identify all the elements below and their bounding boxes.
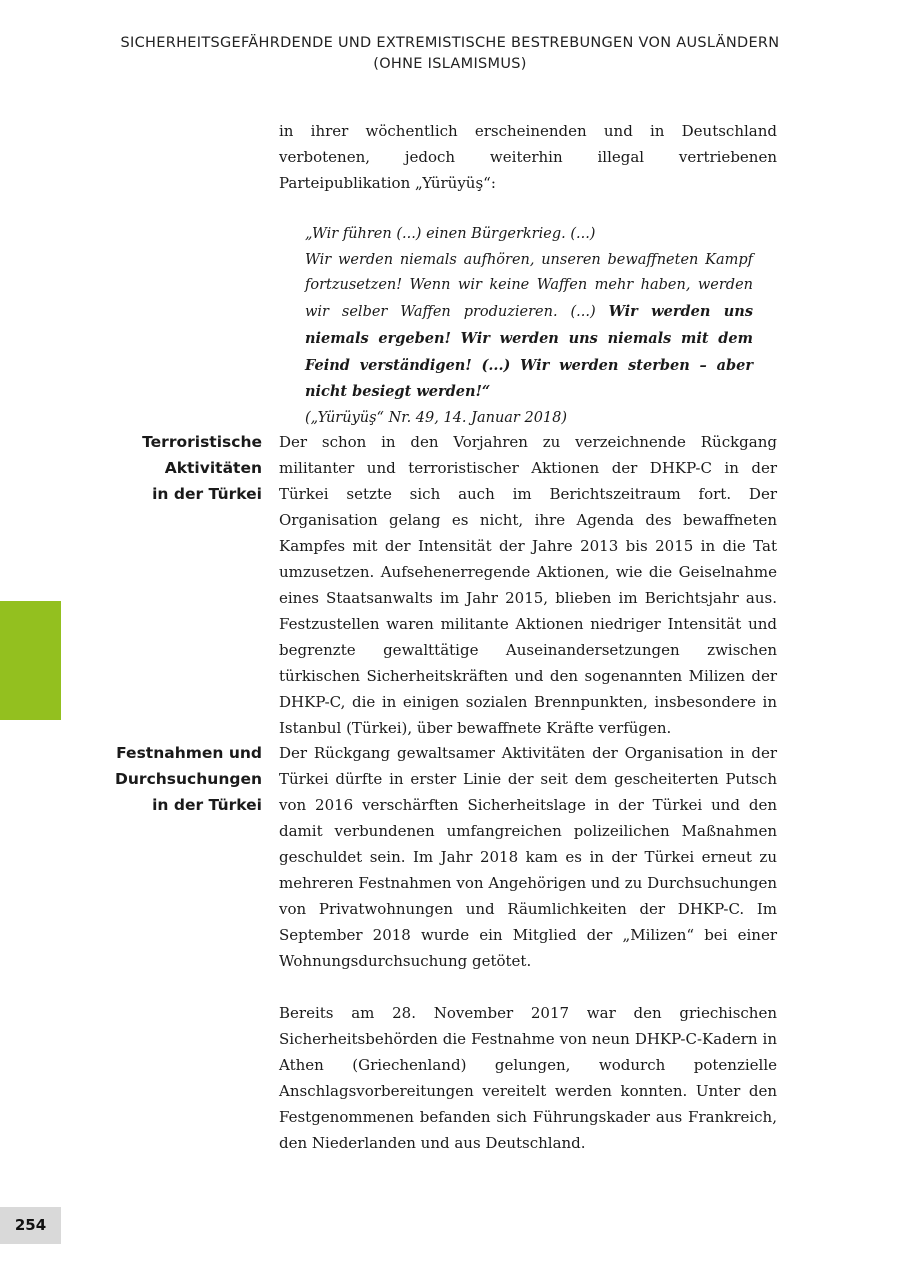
section-1-paragraph: Der schon in den Vorjahren zu verzeichnende Rückgang militanter und terroristischer Aktionen der DHKP-C in der Türkei setzte sich auch im Berichtszeitraum fort. Der Organisation gelang es nicht, ihre Agenda des bewaffneten Kampfes mit der Intensität der Jahre 2013 bis 2015 in die Tat umzusetzen. Aufsehenerregende Aktionen, wie die Geiselnahme eines Staatsanwalts im Jahr 2015, blieben im Berichtsjahr aus. Festzustellen waren militante Aktionen niedriger Intensität und begrenzte gewalttätige Auseinandersetzungen zwischen türkischen Sicherheitskräften und den sogenannten Milizen der DHKP-C, die in einigen sozialen Brennpunkten, insbesondere in Istanbul (Türkei), über bewaffnete Kräfte verfügen. [279,433,777,737]
block-quote [305,222,753,432]
side-heading-terroristische-aktivitaeten [90,429,262,507]
side-heading-line: in der Türkei [152,485,262,503]
page-number: 254 [0,1207,61,1244]
running-header-line-2: (OHNE ISLAMISMUS) [373,56,527,72]
running-header-line-1: SICHERHEITSGEFÄHRDENDE UND EXTREMISTISCHE BESTREBUNGEN VON AUSLÄNDERN [120,35,780,51]
section-2-paragraph-1: Der Rückgang gewaltsamer Aktivitäten der Organisation in der Türkei dürfte in erster Linie der seit dem gescheiterten Putsch von 2016 verschärften Sicherheitslage in der Türkei und den damit verbundenen umfangreichen polizeilichen Maßnahmen geschuldet sein. Im Jahr 2018 kam es in der Türkei erneut zu mehreren Festnahmen von Angehörigen und zu Durchsuchungen von Privatwohnungen und Räumlichkeiten der DHKP-C. Im September 2018 wurde ein Mitglied der „Milizen“ bei einer Wohnungsdurchsuchung getötet. [279,744,777,970]
side-heading-line: Durchsuchungen [115,770,262,788]
running-header [0,33,900,75]
chapter-color-tab [0,601,61,720]
intro-paragraph: in ihrer wöchentlich erscheinenden und in Deutschland verbotenen, jedoch weiterhin illegal vertriebenen Parteipublikation „Yürüyüş“: [279,122,777,192]
quote-first-line: „Wir führen (...) einen Bürgerkrieg. (...) [305,226,596,242]
side-heading-line: Aktivitäten [164,459,262,477]
quote-regular-text: Wir werden niemals aufhören, unseren bewaffneten Kampf fortzusetzen! Wenn wir keine Waffen mehr haben, werden wir selber Waffen produzieren. (...) [305,251,753,321]
quote-bold-text: Wir werden uns niemals ergeben! Wir werden uns niemals mit dem Feind verständigen! (...) Wir werden sterben – aber nicht besiegt werden!“ [305,303,754,401]
quote-body [305,248,753,406]
side-heading-line: Terroristische [142,433,262,451]
section-2-paragraph-2: Bereits am 28. November 2017 war den griechischen Sicherheitsbehörden die Festnahme von neun DHKP-C-Kadern in Athen (Griechenland) gelungen, wodurch potenzielle Anschlagsvorbereitungen vereitelt werden konnten. Unter den Festgenommenen befanden sich Führungskader aus Frankreich, den Niederlanden und aus Deutschland. [279,1004,777,1152]
side-heading-festnahmen-durchsuchungen [90,740,262,818]
side-heading-line: Festnahmen und [116,744,262,762]
side-heading-line: in der Türkei [152,796,262,814]
quote-source: („Yürüyüş“ Nr. 49, 14. Januar 2018) [305,409,568,426]
